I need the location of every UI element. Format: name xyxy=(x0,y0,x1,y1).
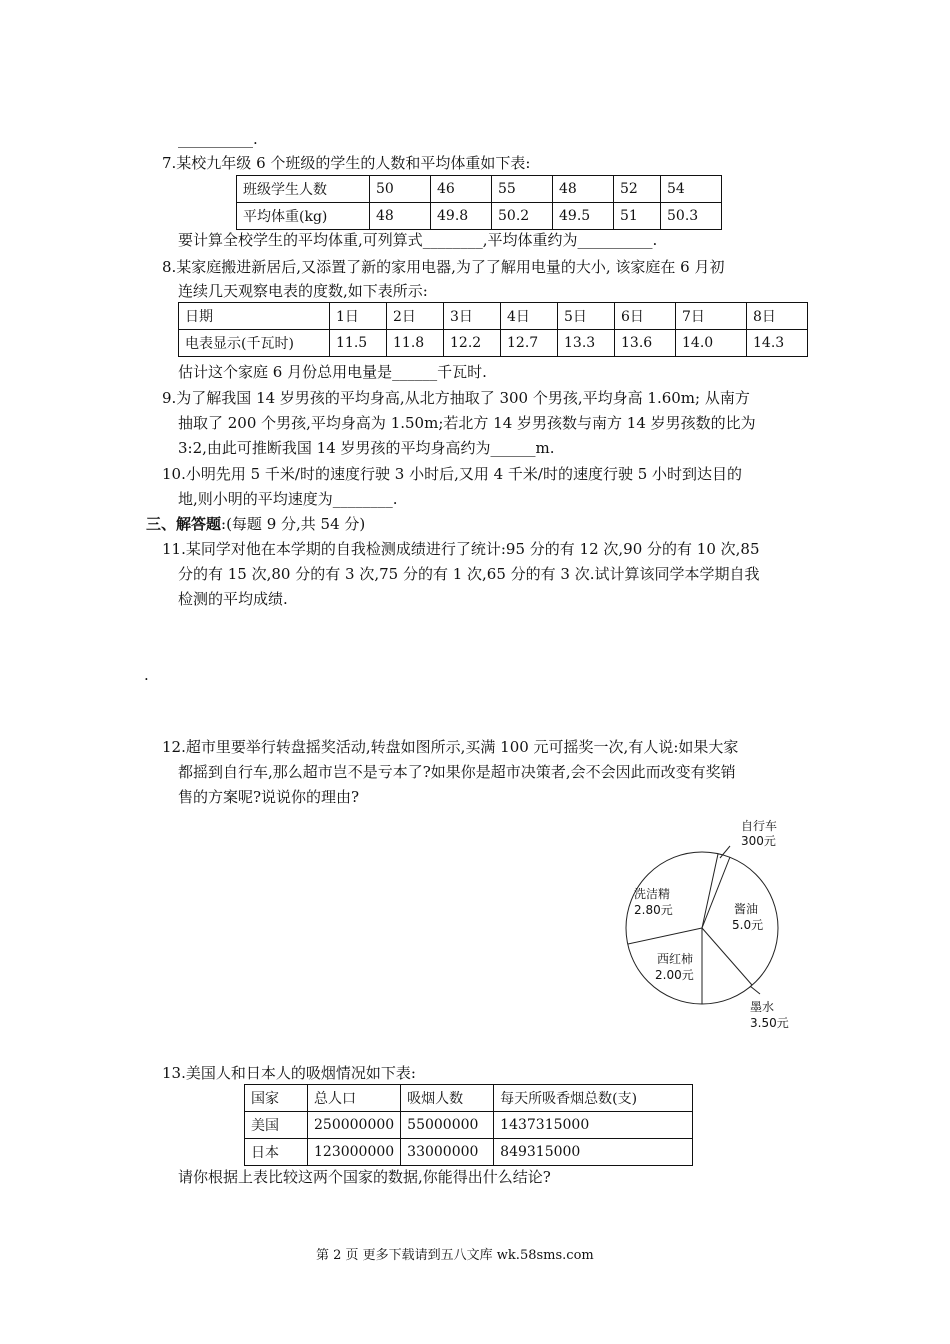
smoking-table xyxy=(244,1084,693,1166)
table-cell: 11.5 xyxy=(330,330,387,357)
table-cell: 849315000 xyxy=(494,1139,693,1166)
bike-leader-line xyxy=(720,846,730,858)
table-cell: 班级学生人数 xyxy=(237,176,370,203)
table-cell: 1日 xyxy=(330,303,387,330)
table-cell: 国家 xyxy=(245,1085,308,1112)
table-cell: 55000000 xyxy=(401,1112,494,1139)
label-soy: 酱油 xyxy=(734,902,759,916)
table-cell: 48 xyxy=(370,203,431,230)
table-cell: 51 xyxy=(614,203,661,230)
table-cell: 50.3 xyxy=(661,203,722,230)
table-cell: 日期 xyxy=(179,303,330,330)
label-detergent-price: 2.80元 xyxy=(634,903,673,917)
table-cell: 每天所吸香烟总数(支) xyxy=(494,1085,693,1112)
table-cell: 日本 xyxy=(245,1139,308,1166)
section-3-heading xyxy=(146,513,365,535)
table-row xyxy=(179,330,808,357)
wheel-divider-2 xyxy=(702,928,752,985)
section-3-note: :(每题 9 分,共 54 分) xyxy=(221,515,366,533)
label-tomato: 西红柿 xyxy=(657,952,694,966)
table-row xyxy=(245,1139,693,1166)
wheel-divider-1 xyxy=(702,857,730,928)
table-cell: 电表显示(千瓦时) xyxy=(179,330,330,357)
label-ink-price: 3.50元 xyxy=(750,1016,789,1030)
table-cell: 吸烟人数 xyxy=(401,1085,494,1112)
label-tomato-price: 2.00元 xyxy=(655,968,694,982)
label-bike-price: 300元 xyxy=(741,834,776,848)
table-row xyxy=(179,303,808,330)
table-row xyxy=(237,176,722,203)
table-row xyxy=(245,1112,693,1139)
table-cell: 55 xyxy=(492,176,553,203)
table-cell: 平均体重(kg) xyxy=(237,203,370,230)
section-3-title: 三、解答题 xyxy=(146,515,222,533)
table-cell: 14.0 xyxy=(676,330,747,357)
table-cell: 11.8 xyxy=(387,330,444,357)
question-11-line-2: 分的有 15 次,80 分的有 3 次,75 分的有 1 次,65 分的有 3 次.试计算该同学本学期自我 xyxy=(178,565,760,583)
question-8-line-2: 连续几天观察电表的度数,如下表所示: xyxy=(178,282,428,300)
table-cell: 总人口 xyxy=(308,1085,401,1112)
question-12-line-3: 售的方案呢?说说你的理由? xyxy=(178,788,360,806)
question-7-prompt: 要计算全校学生的平均体重,可列算式________,平均体重约为__________. xyxy=(178,231,658,249)
table-cell: 12.2 xyxy=(444,330,501,357)
question-11-line-3: 检测的平均成绩. xyxy=(178,590,288,608)
electric-meter-table xyxy=(178,302,808,357)
question-8-line-1: 8.某家庭搬进新居后,又添置了新的家用电器,为了了解用电量的大小, 该家庭在 6 月初 xyxy=(162,258,725,276)
stray-dot: . xyxy=(144,666,149,684)
table-cell: 33000000 xyxy=(401,1139,494,1166)
table-cell: 1437315000 xyxy=(494,1112,693,1139)
table-cell: 123000000 xyxy=(308,1139,401,1166)
question-13-prompt: 请你根据上表比较这两个国家的数据,你能得出什么结论? xyxy=(178,1168,551,1186)
question-9-line-3: 3:2,由此可推断我国 14 岁男孩的平均身高约为______m. xyxy=(178,439,555,457)
table-cell: 50 xyxy=(370,176,431,203)
wheel-divider-4 xyxy=(628,928,702,944)
table-cell: 49.5 xyxy=(553,203,614,230)
question-9-line-2: 抽取了 200 个男孩,平均身高为 1.50m;若北方 14 岁男孩数与南方 14 岁男孩数的比为 xyxy=(178,414,756,432)
prize-wheel-diagram xyxy=(600,810,820,1040)
table-cell: 48 xyxy=(553,176,614,203)
table-cell: 12.7 xyxy=(501,330,558,357)
table-row xyxy=(237,203,722,230)
table-row xyxy=(245,1085,693,1112)
table-cell: 49.8 xyxy=(431,203,492,230)
question-12-line-2: 都摇到自行车,那么超市岂不是亏本了?如果你是超市决策者,会不会因此而改变有奖销 xyxy=(178,763,736,781)
table-cell: 8日 xyxy=(747,303,808,330)
table-cell: 52 xyxy=(614,176,661,203)
question-12-line-1: 12.超市里要举行转盘摇奖活动,转盘如图所示,买满 100 元可摇奖一次,有人说:如果大家 xyxy=(162,738,739,756)
question-7-text: 7.某校九年级 6 个班级的学生的人数和平均体重如下表: xyxy=(162,154,531,172)
table-cell: 美国 xyxy=(245,1112,308,1139)
question-8-prompt: 估计这个家庭 6 月份总用电量是______千瓦时. xyxy=(178,363,487,381)
ink-leader-line xyxy=(750,986,760,994)
wheel-divider-5 xyxy=(702,854,718,928)
question-10-line-1: 10.小明先用 5 千米/时的速度行驶 3 小时后,又用 4 千米/时的速度行驶 5 小时到达目的 xyxy=(162,465,743,483)
table-cell: 50.2 xyxy=(492,203,553,230)
table-cell: 54 xyxy=(661,176,722,203)
question-9-line-1: 9.为了解我国 14 岁男孩的平均身高,从北方抽取了 300 个男孩,平均身高 1.60m; 从南方 xyxy=(162,389,750,407)
page-footer: 第 2 页 更多下载请到五八文库 wk.58sms.com xyxy=(316,1248,594,1263)
table-cell: 2日 xyxy=(387,303,444,330)
class-weight-table xyxy=(236,175,722,230)
question-10-line-2: 地,则小明的平均速度为________. xyxy=(178,490,398,508)
question-11-line-1: 11.某同学对他在本学期的自我检测成绩进行了统计:95 分的有 12 次,90 分的有 10 次,85 xyxy=(162,540,760,558)
label-soy-price: 5.0元 xyxy=(732,918,764,932)
table-cell: 46 xyxy=(431,176,492,203)
table-cell: 14.3 xyxy=(747,330,808,357)
table-cell: 6日 xyxy=(615,303,676,330)
table-cell: 4日 xyxy=(501,303,558,330)
table-cell: 3日 xyxy=(444,303,501,330)
answer-blank: __________. xyxy=(178,130,258,148)
label-ink: 墨水 xyxy=(750,1000,775,1014)
table-cell: 13.6 xyxy=(615,330,676,357)
question-13-text: 13.美国人和日本人的吸烟情况如下表: xyxy=(162,1064,416,1082)
table-cell: 250000000 xyxy=(308,1112,401,1139)
label-bike: 自行车 xyxy=(741,819,778,833)
table-cell: 5日 xyxy=(558,303,615,330)
table-cell: 7日 xyxy=(676,303,747,330)
label-detergent: 洗洁精 xyxy=(634,887,671,901)
table-cell: 13.3 xyxy=(558,330,615,357)
